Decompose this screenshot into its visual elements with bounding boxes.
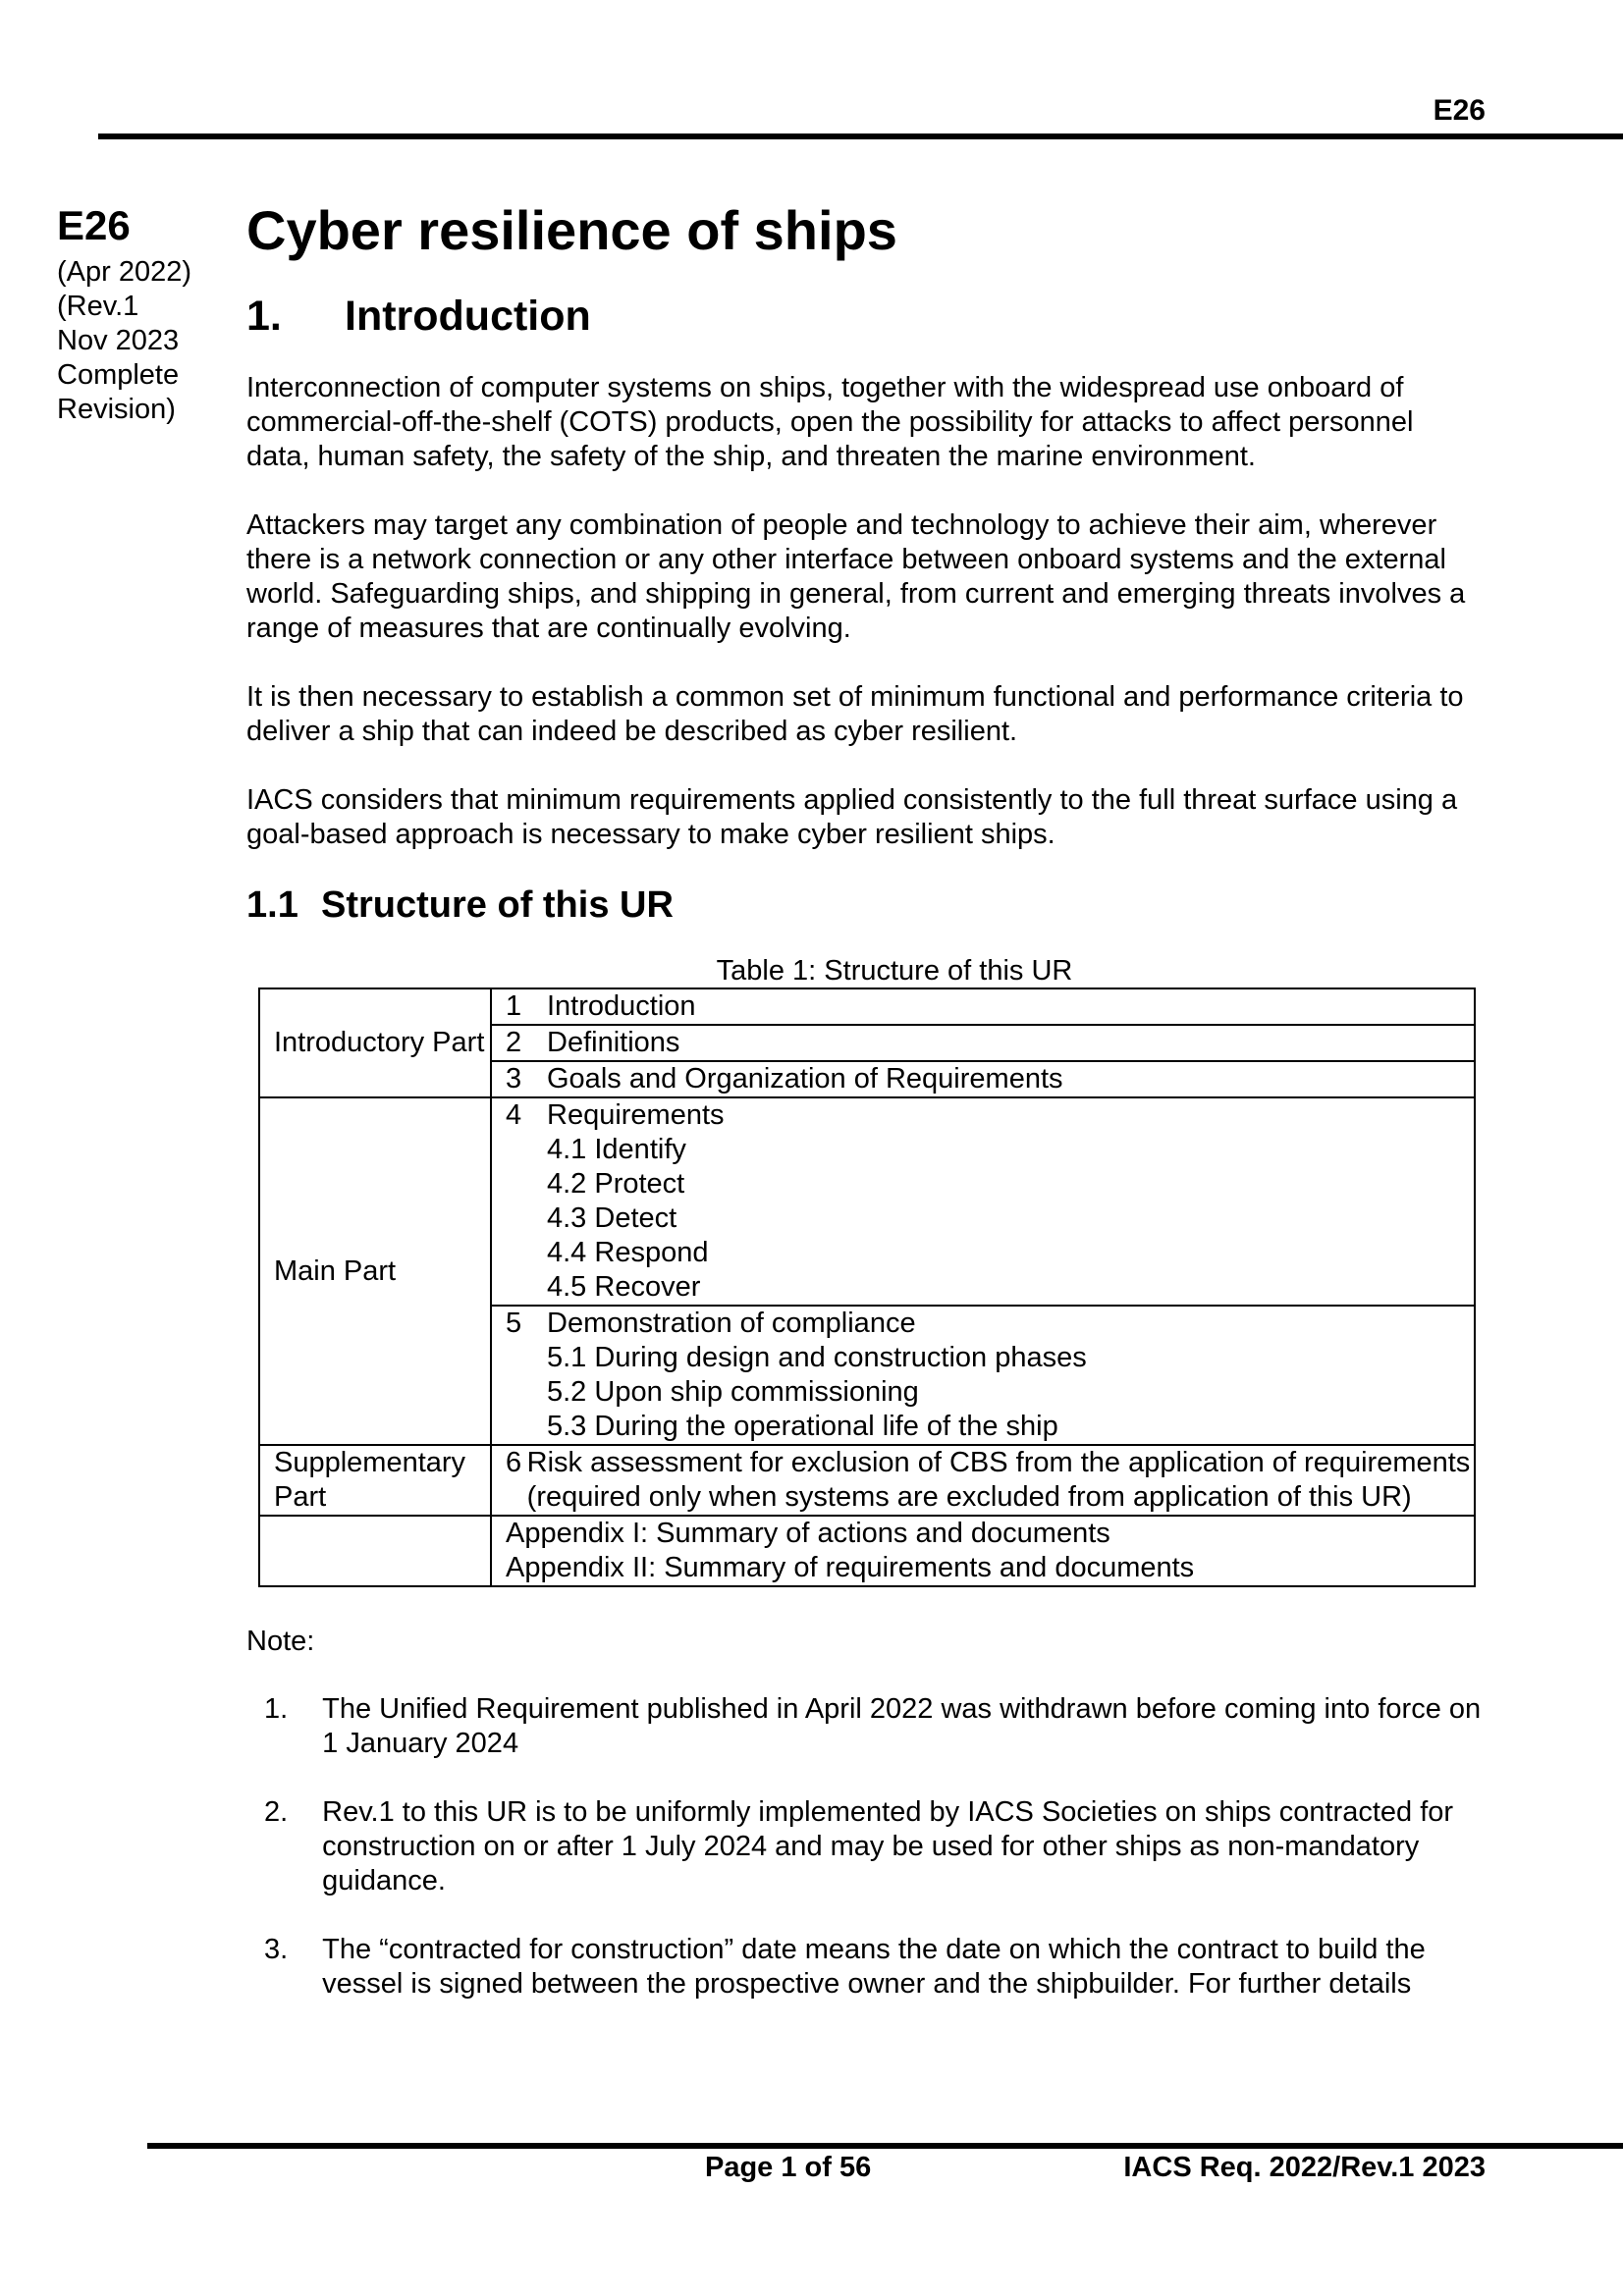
- document-reference: IACS Req. 2022/Rev.1 2023: [1123, 2152, 1486, 2183]
- header-code: E26: [1433, 94, 1486, 127]
- sub-item: 4.4 Respond: [547, 1237, 709, 1268]
- part-cell: [259, 1516, 491, 1586]
- table-cell: [491, 1025, 1475, 1061]
- revision-line: (Apr 2022): [57, 256, 192, 288]
- item-label: Introduction: [547, 990, 696, 1022]
- sub-item: 4.5 Recover: [547, 1271, 701, 1303]
- section-1-heading: [246, 289, 1484, 344]
- table-cell: [491, 1516, 1475, 1586]
- revision-line: (Rev.1: [57, 291, 139, 322]
- table-row: [259, 1516, 1475, 1586]
- note-number: 1.: [264, 1693, 289, 1725]
- note-text: The “contracted for construction” date means the date on which the contract to build the vessel is signed between the prospective owner and the shipbuilder. For further details: [322, 1934, 1426, 2000]
- table-cell: [491, 1061, 1475, 1097]
- list-item: [246, 1692, 1484, 1761]
- note-text: The Unified Requirement published in April 2022 was withdrawn before coming into force on 1 January 2024: [322, 1693, 1482, 1759]
- item-number: 6: [506, 1447, 522, 1478]
- item-label: Requirements: [547, 1099, 725, 1131]
- paragraph: It is then necessary to establish a common set of minimum functional and performance criteria to deliver a ship that can indeed be described as cyber resilient.: [246, 681, 1464, 747]
- table-row: [259, 1097, 1475, 1306]
- revision-line: Revision): [57, 394, 176, 425]
- paragraph: Attackers may target any combination of people and technology to achieve their aim, wherever there is a network connection or any other interface between onboard systems and the external world. Safeguarding ships, and shipping in general, from current and emerging threats involves a range of measures that are continually evolving.: [246, 509, 1466, 644]
- item-label: Risk assessment for exclusion of CBS from the application of requirements (required only when systems are excluded from application of this UR): [526, 1447, 1471, 1513]
- item-number: 5: [506, 1308, 522, 1339]
- item-label: Definitions: [547, 1027, 680, 1058]
- section-number: 1.: [246, 293, 282, 340]
- header-rule: [98, 133, 1623, 139]
- table-row: [259, 988, 1475, 1025]
- item-number: 3: [506, 1063, 522, 1095]
- table-cell: [491, 1445, 1475, 1516]
- item-number: 4: [506, 1099, 522, 1131]
- main-content: [246, 196, 1484, 2036]
- section-number: 1.1: [246, 884, 298, 926]
- table-row: [259, 1445, 1475, 1516]
- appendix-item: Appendix I: Summary of actions and documents: [506, 1518, 1110, 1549]
- appendix-item: Appendix II: Summary of requirements and documents: [506, 1552, 1195, 1583]
- revision-line: Complete: [57, 359, 180, 391]
- part-cell: Main Part: [259, 1097, 491, 1445]
- section-title: Introduction: [345, 293, 591, 340]
- item-number: 1: [506, 990, 522, 1022]
- sub-item: 5.2 Upon ship commissioning: [547, 1376, 919, 1408]
- table-cell: [491, 1097, 1475, 1306]
- part-cell: Introductory Part: [259, 988, 491, 1097]
- margin-code: E26: [57, 202, 131, 248]
- sub-item: 4.2 Protect: [547, 1168, 685, 1200]
- part-cell: Supplementary Part: [259, 1445, 491, 1516]
- list-item: [246, 1933, 1484, 2002]
- paragraph: Interconnection of computer systems on ships, together with the widespread use onboard of commercial-off-the-shelf (COTS) products, open the possibility for attacks to affect personnel data, human safety, the safety of the ship, and threaten the marine environment.: [246, 372, 1414, 472]
- revision-line: Nov 2023: [57, 325, 180, 356]
- section-1-1-heading: [246, 881, 1484, 929]
- note-number: 3.: [264, 1934, 289, 1965]
- sub-item: 4.3 Detect: [547, 1202, 677, 1234]
- table-caption: Table 1: Structure of this UR: [716, 955, 1073, 987]
- table-cell: [491, 1306, 1475, 1445]
- note-text: Rev.1 to this UR is to be uniformly implemented by IACS Societies on ships contracted for construction on or after 1 July 2024 and may be used for other ships as non-mandatory guidance.: [322, 1796, 1454, 1896]
- sub-item: 5.1 During design and construction phases: [547, 1342, 1087, 1373]
- paragraph: IACS considers that minimum requirements applied consistently to the full threat surface using a goal-based approach is necessary to make cyber resilient ships.: [246, 784, 1458, 850]
- structure-table: [258, 988, 1476, 1587]
- page-number: Page 1 of 56: [705, 2152, 872, 2183]
- item-number: 2: [506, 1027, 522, 1058]
- sub-item: 4.1 Identify: [547, 1134, 686, 1165]
- section-title: Structure of this UR: [321, 884, 674, 926]
- sub-item: 5.3 During the operational life of the ship: [547, 1411, 1058, 1442]
- page-title: Cyber resilience of ships: [246, 199, 897, 261]
- revision-note: [57, 255, 214, 427]
- list-item: [246, 1795, 1484, 1898]
- footer-rule: [147, 2143, 1623, 2149]
- table-cell: [491, 988, 1475, 1025]
- note-number: 2.: [264, 1796, 289, 1828]
- item-label: Goals and Organization of Requirements: [547, 1063, 1063, 1095]
- note-label: Note:: [246, 1626, 315, 1657]
- notes-list: [246, 1692, 1484, 2002]
- item-label: Demonstration of compliance: [547, 1308, 916, 1339]
